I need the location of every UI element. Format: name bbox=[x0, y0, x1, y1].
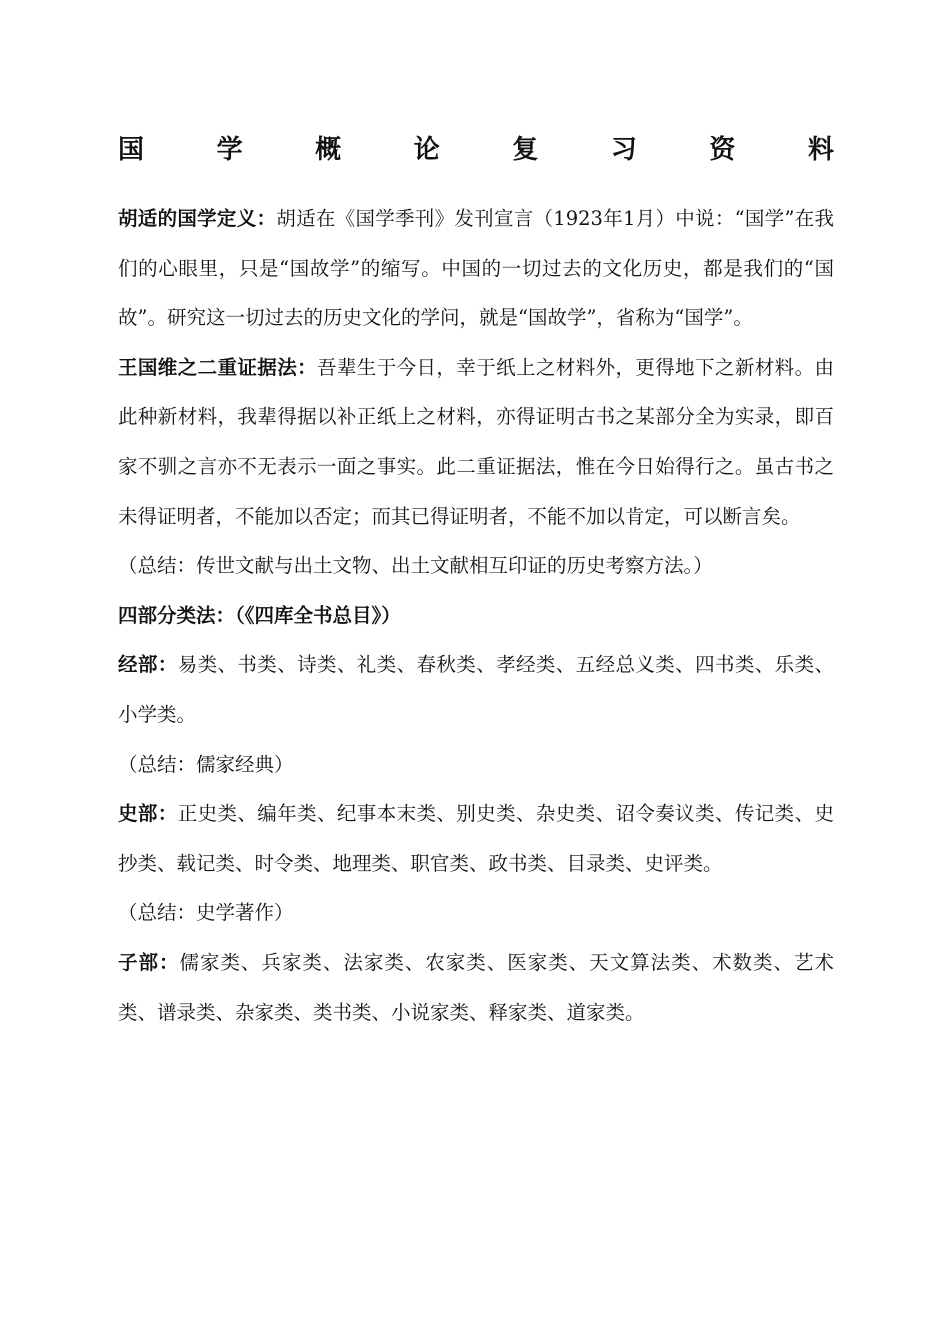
shibu-label: 史部： bbox=[118, 802, 178, 826]
wangguowei-paragraph bbox=[118, 343, 834, 541]
hushi-label: 胡适的国学定义： bbox=[118, 207, 277, 230]
zibu-label: 子部： bbox=[118, 950, 180, 974]
zibu-text: 儒家类、兵家类、法家类、农家类、医家类、天文算法类、术数类、艺术类、谱录类、杂家类、类书类、小说家类、释家类、道家类。 bbox=[118, 950, 834, 1024]
document-title bbox=[118, 128, 834, 172]
wangguowei-summary: （总结：传世文献与出土文物、出土文献相互印证的历史考察方法。） bbox=[118, 554, 713, 578]
sibu-heading: 四部分类法：（《四库全书总目》） bbox=[118, 603, 401, 627]
document-page bbox=[118, 128, 834, 1037]
wangguowei-text: 吾辈生于今日，幸于纸上之材料外，更得地下之新材料。由此种新材料，我辈得据以补正纸上之材料，亦得证明古书之某部分全为实录，即百家不驯之言亦不无表示一面之事实。此二重证据法，惟在今日始得行之。虽古书之未得证明者，不能加以否定；而其已得证明者，不能不加以肯定，可以断言矣。 bbox=[118, 355, 834, 528]
hushi-paragraph bbox=[118, 194, 834, 343]
shibu-text: 正史类、编年类、纪事本末类、别史类、杂史类、诏令奏议类、传记类、史抄类、载记类、时令类、地理类、职官类、政书类、目录类、史评类。 bbox=[118, 802, 834, 875]
hushi-text: 胡适在《国学季刊》发刊宣言（1923年1月）中说：“国学”在我们的心眼里，只是“国故学”的缩写。中国的一切过去的文化历史，都是我们的“国故”。研究这一切过去的历史文化的学问，就是“国故学”，省称为“国学”。 bbox=[118, 207, 834, 330]
title-char: 料 bbox=[807, 135, 834, 165]
jingbu-paragraph bbox=[118, 640, 834, 739]
title-char: 学 bbox=[216, 135, 243, 165]
jingbu-label: 经部： bbox=[118, 653, 178, 677]
title-char: 概 bbox=[315, 135, 342, 165]
shibu-paragraph bbox=[118, 789, 834, 888]
zibu-paragraph bbox=[118, 938, 834, 1037]
wangguowei-label: 王国维之二重证据法： bbox=[118, 355, 317, 379]
jingbu-summary: （总结：儒家经典） bbox=[118, 752, 294, 776]
title-char: 习 bbox=[610, 135, 637, 165]
title-char: 复 bbox=[512, 135, 539, 165]
title-char: 国 bbox=[118, 135, 145, 165]
jingbu-text: 易类、书类、诗类、礼类、春秋类、孝经类、五经总义类、四书类、乐类、小学类。 bbox=[118, 653, 834, 726]
shibu-summary: （总结：史学著作） bbox=[118, 901, 294, 925]
title-char: 资 bbox=[709, 135, 736, 165]
title-char: 论 bbox=[413, 135, 440, 165]
